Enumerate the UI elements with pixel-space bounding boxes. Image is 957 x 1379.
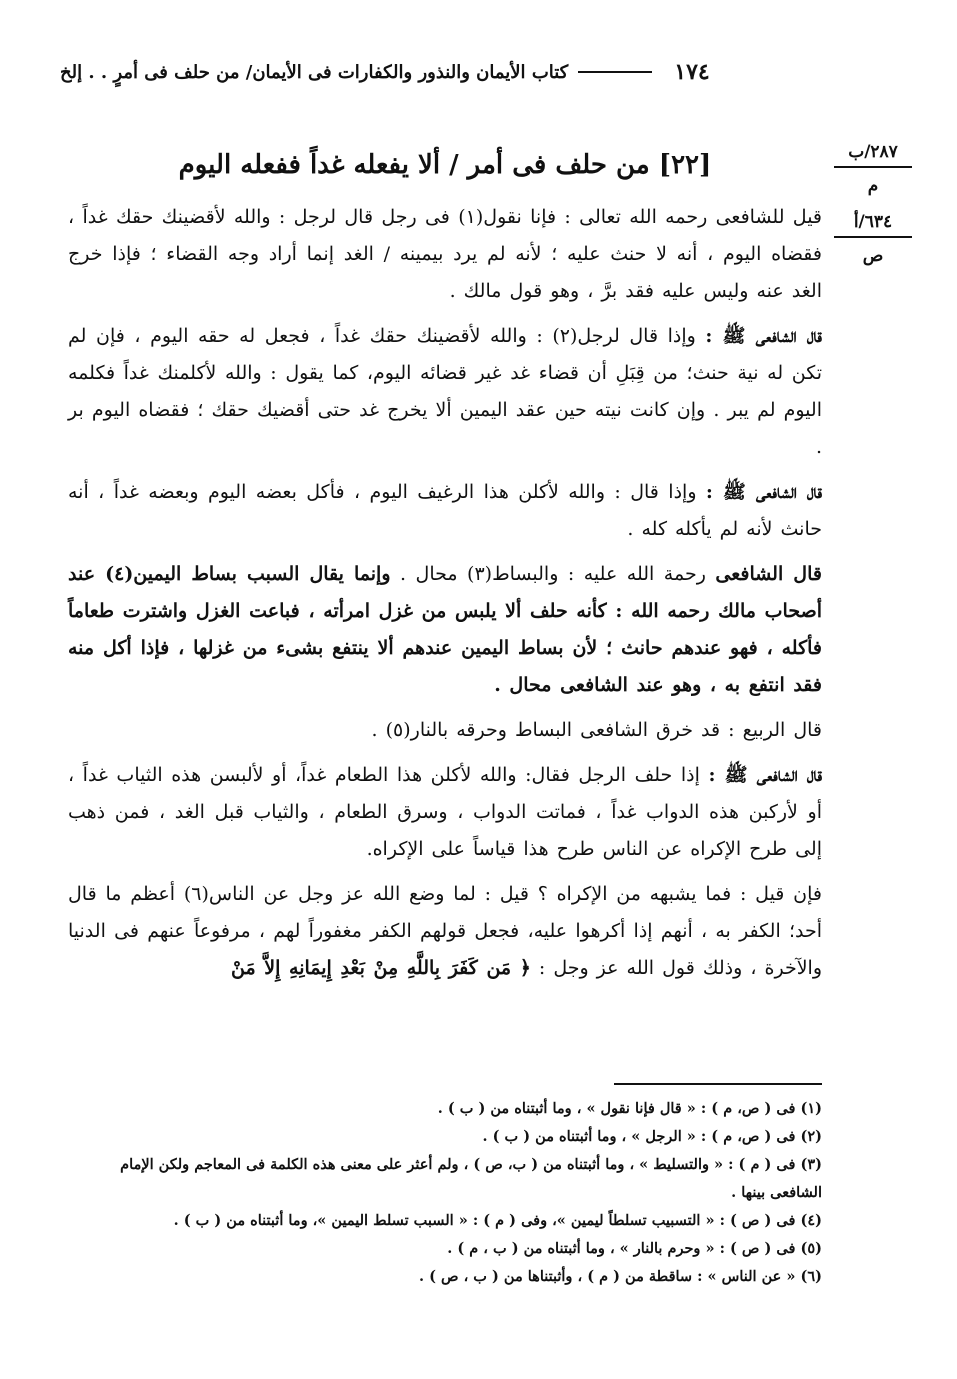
- header-rule: [578, 71, 652, 73]
- paragraph-text: فإن قيل : فما يشبهه من الإكراه ؟ قيل : لما وضع الله عز وجل عن الناس(٦) أعظم ما قال أحد؛ الكفر به ، أنهم إذا أكرهوا عليه، فجعل قولهم الكفر مغفوراً لهم ، مرفوعاً عنهم فى الدنيا والآخرة ، وذلك قول الله عز وجل :: [68, 883, 822, 979]
- margin-note-folio-2: ٦٣٤/أ: [853, 212, 893, 232]
- margin-rule: [834, 236, 912, 238]
- footnotes: [68, 1095, 822, 1291]
- running-title: كتاب الأيمان والنذور والكفارات فى الأيمان/ من حلف فى أمرٍ . . إلخ: [60, 61, 569, 83]
- paragraph: [68, 876, 822, 987]
- paragraph: [68, 199, 822, 310]
- paragraph: [68, 556, 822, 704]
- page-number: ١٧٤: [674, 59, 710, 85]
- footnote: (٣) فى ( م ) : « والتسليط » ، وما أثبتناه من ( ب، ص ) ، ولم أعثر على معنى هذه الكلمة فى المعاجم ولكن الإمام الشافعى بينها .: [120, 1156, 822, 1201]
- paragraph-text: قال الربيع : قد خرق الشافعى البساط وحرقه بالنار(٥) .: [371, 719, 822, 741]
- footnote: (٤) فى ( ص ) : « التسبيب تسلطاً ليمين »، وفى ( م ) : « السبب تسلط اليمين »، وما أثبتناه من ( ب ) .: [173, 1212, 822, 1229]
- paragraph-text: قيل للشافعى رحمه الله تعالى : فإنا نقول(١) فى رجل قال لرجل : والله لأقضينك حقك غداً ، فقضاه اليوم ، أنه لا حنث عليه ؛ لأنه لم يرد بيمينه / الغد إنما أراد وجه القضاء ؛ فإذا خرج الغد عنه وليس عليه فقد برَّ ، وهو قول مالك .: [68, 206, 823, 302]
- paragraph-text: رحمة الله عليه : والبساط(٣) محال .: [400, 563, 706, 585]
- margin-note-manuscript-1: م: [867, 176, 879, 196]
- footnote: (١) فى ( ص، م ) : « قال فإنا نقول » ، وما أثبتناه من ( ب ) .: [437, 1100, 822, 1117]
- quran-verse: ﴿ مَن كَفَرَ بِاللَّهِ مِنْ بَعْدِ إِيمَانِهِ إِلاَّ مَنْ: [231, 957, 531, 979]
- footnote: (٥) فى ( ص ) : « وحرم بالنار » ، وما أثبتناه من ( ب ، م ) .: [447, 1240, 822, 1257]
- footnote: (٢) فى ( ص، م ) : « الرجل » ، وما أثبتناه من ( ب ) .: [482, 1128, 822, 1145]
- paragraph: [68, 757, 822, 868]
- speaker-label: قال الشافعى ﷺ :: [705, 481, 822, 503]
- paragraph-text: وإذا قال لرجل(٢) : والله لأقضينك حقك غداً ، فجعل له حقه اليوم ، فإن لم تكن له نية حنث؛ من قِبَلِ أن قضاء غد غير قضائه اليوم، كما يقول : والله لأكلمنك غداً فكلمه اليوم لم يبر . وإن كانت نيته حين عقد اليمين ألا يخرج غد حتى أقضيك حقك ؛ فقضاه اليوم بر .: [68, 325, 822, 458]
- paragraph-text: إذا حلف الرجل فقال: والله لأكلن هذا الطعام غداً، أو لألبسن هذه الثياب غداً ، أو لأركبن هذه الدواب غداً ، فماتت الدواب ، وسرق الطعام ، والثياب قبل الغد ، فمن ذهب إلى طرح الإكراه عن الناس طرح هذا قياساً على الإكراه.: [68, 764, 822, 860]
- speaker-label: قال الشافعى ﷺ :: [705, 325, 822, 347]
- margin-note-manuscript-2: ص: [862, 246, 884, 266]
- footnote-rule: [614, 1083, 822, 1085]
- margin-note-folio-1: ٢٨٧/ب: [848, 142, 898, 162]
- speaker-label: قال الشافعى ﷺ :: [708, 764, 822, 786]
- footnote: (٦) « عن الناس » : ساقطة من ( م ) ، وأثبتناها من ( ب ، ص ) .: [418, 1268, 822, 1285]
- paragraph: [68, 474, 822, 548]
- margin-rule: [834, 166, 912, 168]
- section-heading: [٢٢] من حلف فى أمر / ألا يفعله غداً ففعله اليوم: [178, 150, 712, 180]
- paragraph: [68, 318, 822, 466]
- paragraph-text-bold: وإنما يقال السبب بساط اليمين(٤) عند أصحاب مالك رحمه الله : كأنه حلف ألا يلبس من غزل امرأته ، فباعت الغزل واشترت طعاماً فأكله ، فهو عندهم حانث ؛ لأن بساط اليمين عندهم ألا ينتفع بشىء من غزلها ، فإذا أكل منه فقد انتفع به ، وهو عند الشافعى محال .: [68, 563, 822, 696]
- speaker-label: قال الشافعى: [715, 563, 822, 585]
- paragraph: [68, 712, 822, 749]
- paragraph-text: وإذا قال : والله لأكلن هذا الرغيف اليوم ، فأكل بعضه اليوم وبعضه غداً ، أنه حانث لأنه لم يأكله كله .: [68, 481, 822, 540]
- margin-notes: [834, 140, 912, 268]
- main-text: [68, 145, 822, 995]
- running-header: [60, 52, 822, 92]
